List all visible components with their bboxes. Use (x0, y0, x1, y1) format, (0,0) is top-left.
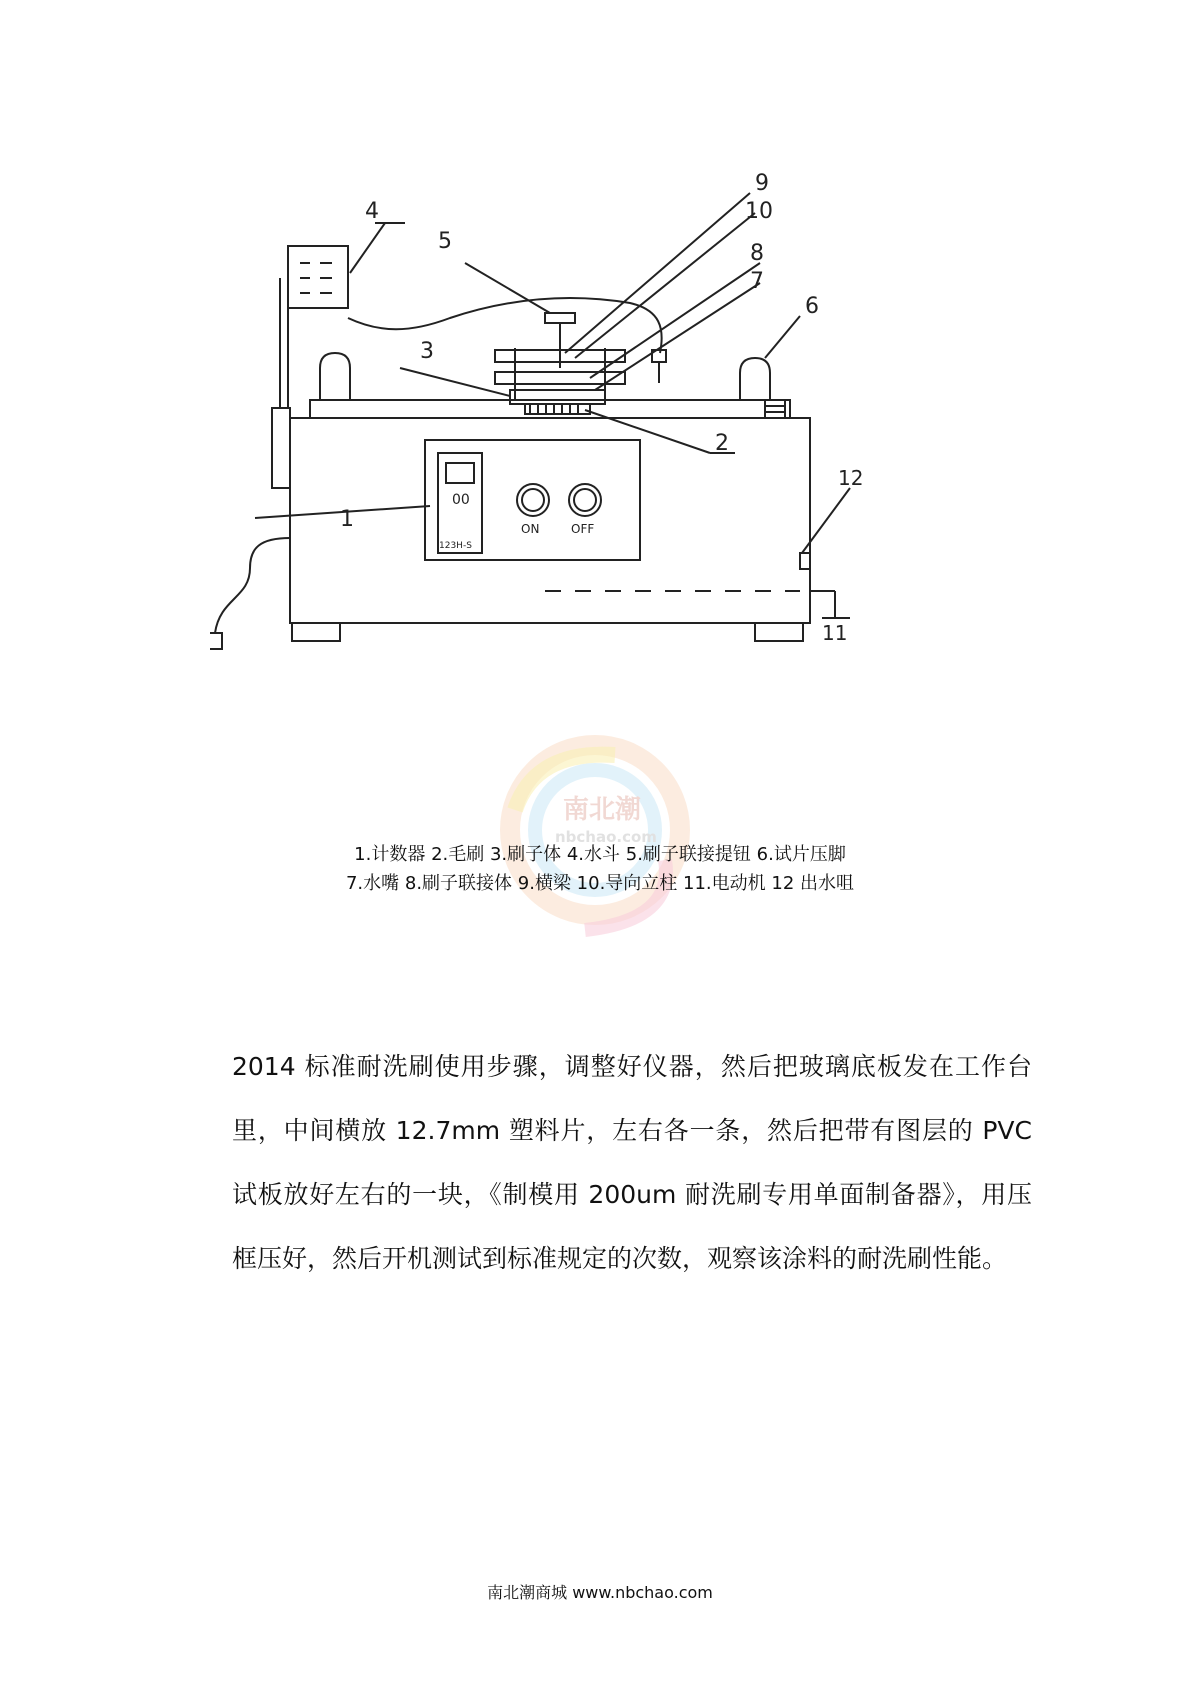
caption-line-1: 1.计数器 2.毛刷 3.刷子体 4.水斗 5.刷子联接提钮 6.试片压脚 (354, 844, 846, 865)
callout-5: 5 (438, 229, 452, 254)
power-plug (210, 633, 222, 649)
counter-reading: 00 (452, 492, 470, 508)
counter-digits: 123H-S (439, 541, 472, 551)
brush-bristles (525, 404, 590, 414)
callout-3: 3 (420, 339, 434, 364)
callout-11: 11 (822, 621, 848, 645)
water-bucket (288, 246, 348, 308)
page-footer: 南北潮商城 www.nbchao.com (487, 1583, 713, 1602)
left-foot (292, 623, 340, 641)
counter-display (446, 463, 474, 483)
right-foot (755, 623, 803, 641)
watermark-chinese: 南北潮 (563, 795, 642, 825)
callout-2: 2 (715, 431, 729, 456)
apparatus-diagram (210, 168, 970, 738)
callout-4: 4 (365, 199, 379, 224)
power-cord (215, 538, 290, 633)
callout-6: 6 (805, 294, 819, 319)
caption-line-2: 7.水嘴 8.刷子联接体 9.横梁 10.导向立柱 11.电动机 12 出水咀 (345, 873, 854, 894)
callout-1: 1 (340, 507, 354, 532)
right-presser-foot (740, 358, 770, 400)
callout-12: 12 (838, 466, 864, 490)
callout-10: 10 (745, 199, 773, 224)
watermark-latin: nbchao.com (555, 828, 657, 846)
procedure-paragraph: 2014 标准耐洗刷使用步骤，调整好仪器，然后把玻璃底板发在工作台里，中间横放 12.7mm 塑料片，左右各一条，然后把带有图层的 PVC 试板放好左右的一块，《制模用 200um 耐洗刷专用单面制备器》，用压框压好，然后开机测试到标准规定的次数，观察该涂料的耐洗刷性能。 (232, 1052, 1032, 1273)
on-label: ON (521, 522, 540, 536)
side-panel (272, 408, 290, 488)
machine-body (290, 418, 810, 623)
callout-7: 7 (750, 269, 764, 294)
off-label: OFF (571, 522, 595, 536)
callout-8: 8 (750, 241, 764, 266)
lift-knob (545, 313, 575, 323)
work-table (310, 400, 790, 418)
figure-caption (250, 840, 950, 898)
brush-body (510, 390, 605, 404)
left-presser-foot (320, 353, 350, 400)
callout-9: 9 (755, 171, 769, 196)
water-outlet (800, 553, 810, 569)
